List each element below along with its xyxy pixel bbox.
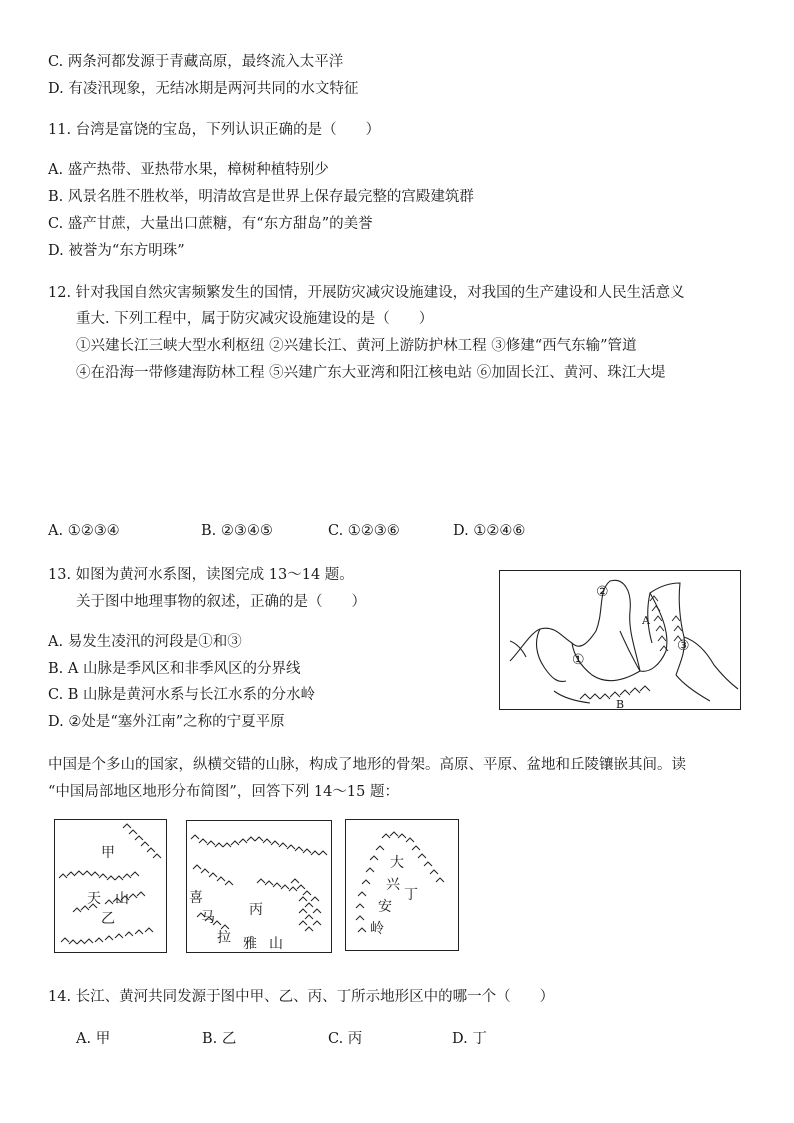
q13-stem-line1: 13. 如图为黄河水系图，读图完成 13～14 题。: [48, 567, 354, 583]
intro-line2: “中国局部地区地形分布简图”，回答下列 14～15 题：: [48, 784, 399, 800]
label-xing: 兴: [386, 877, 400, 893]
q14-option-d: D. 丁: [452, 1031, 487, 1047]
label-jia: 甲: [101, 845, 115, 861]
q12-items-line2: ④在沿海一带修建海防林工程 ⑤兴建广东大亚湾和阳江核电站 ⑥加固长江、黄河、珠江大堤: [76, 365, 666, 381]
label-tian: 天: [87, 891, 101, 907]
q11-option-b: B. 风景名胜不胜枚举，明清故宫是世界上保存最完整的宫殿建筑群: [48, 189, 474, 205]
q13-stem-line2: 关于图中地理事物的叙述，正确的是（ ）: [76, 594, 366, 610]
q14-option-a: A. 甲: [76, 1031, 111, 1047]
terrain-map-3: [345, 819, 459, 951]
label-an: 安: [378, 899, 392, 915]
q12-option-a: A. ①②③④: [48, 523, 120, 539]
q10-option-c: C. 两条河都发源于青藏高原，最终流入太平洋: [48, 54, 344, 70]
label-shan-2: 山: [269, 936, 283, 952]
map-label-b: B: [616, 698, 625, 711]
q13-option-c: C. B 山脉是黄河水系与长江水系的分水岭: [48, 687, 316, 703]
label-xi: 喜: [189, 890, 203, 906]
q12-option-c: C. ①②③⑥: [328, 523, 400, 539]
yellow-river-map-drawing: [500, 571, 742, 711]
q12-option-d: D. ①②④⑥: [453, 523, 526, 539]
q12-stem-line2: 重大. 下列工程中，属于防灾减灾设施建设的是（ ）: [76, 311, 434, 327]
label-bing: 丙: [249, 902, 263, 918]
label-ya: 雅: [243, 936, 257, 952]
label-yi: 乙: [101, 911, 115, 927]
label-ling: 岭: [370, 921, 384, 937]
q14-options: [76, 1027, 636, 1047]
q14-option-c: C. 丙: [328, 1031, 363, 1047]
label-la: 拉: [217, 930, 231, 946]
q11-stem: 11. 台湾是富饶的宝岛，下列认识正确的是（ ）: [48, 122, 381, 138]
q13-option-a: A. 易发生凌汛的河段是①和③: [48, 634, 242, 650]
terrain-map-2: [186, 820, 332, 953]
label-da: 大: [390, 855, 404, 871]
intro-line1: 中国是个多山的国家，纵横交错的山脉，构成了地形的骨架。高原、平原、盆地和丘陵镶嵌其间。读: [48, 757, 686, 773]
terrain-map-1-drawing: [55, 820, 168, 954]
map-label-1: ①: [572, 652, 585, 668]
map-label-3: ③: [677, 638, 690, 654]
q10-option-d: D. 有凌汛现象，无结冰期是两河共同的水文特征: [48, 81, 359, 97]
q11-option-d: D. 被誉为“东方明珠”: [48, 243, 185, 259]
yellow-river-map: [499, 570, 741, 710]
label-shan-1: 山: [115, 891, 129, 907]
q11-option-a: A. 盛产热带、亚热带水果，樟树种植特别少: [48, 162, 329, 178]
label-ma: 马: [201, 910, 215, 926]
q13-option-b: B. A 山脉是季风区和非季风区的分界线: [48, 661, 301, 677]
q14-option-b: B. 乙: [202, 1031, 237, 1047]
q12-options: [48, 523, 648, 543]
q11-option-c: C. 盛产甘蔗，大量出口蔗糖，有“东方甜岛”的美誉: [48, 216, 373, 232]
label-ding: 丁: [404, 887, 418, 903]
terrain-map-1: [54, 819, 167, 953]
map-label-a: A: [642, 614, 650, 627]
q12-items-line1: ①兴建长江三峡大型水利枢纽 ②兴建长江、黄河上游防护林工程 ③修建“西气东输”管道: [76, 338, 637, 354]
q14-stem: 14. 长江、黄河共同发源于图中甲、乙、丙、丁所示地形区中的哪一个（ ）: [48, 989, 555, 1005]
q13-option-d: D. ②处是“塞外江南”之称的宁夏平原: [48, 714, 285, 730]
terrain-map-2-drawing: [187, 821, 333, 954]
q12-stem-line1: 12. 针对我国自然灾害频繁发生的国情，开展防灾减灾设施建设，对我国的生产建设和人民生活意义: [48, 285, 685, 301]
q12-option-b: B. ②③④⑤: [201, 523, 273, 539]
terrain-map-3-drawing: [346, 820, 460, 952]
map-label-2: ②: [596, 584, 609, 600]
